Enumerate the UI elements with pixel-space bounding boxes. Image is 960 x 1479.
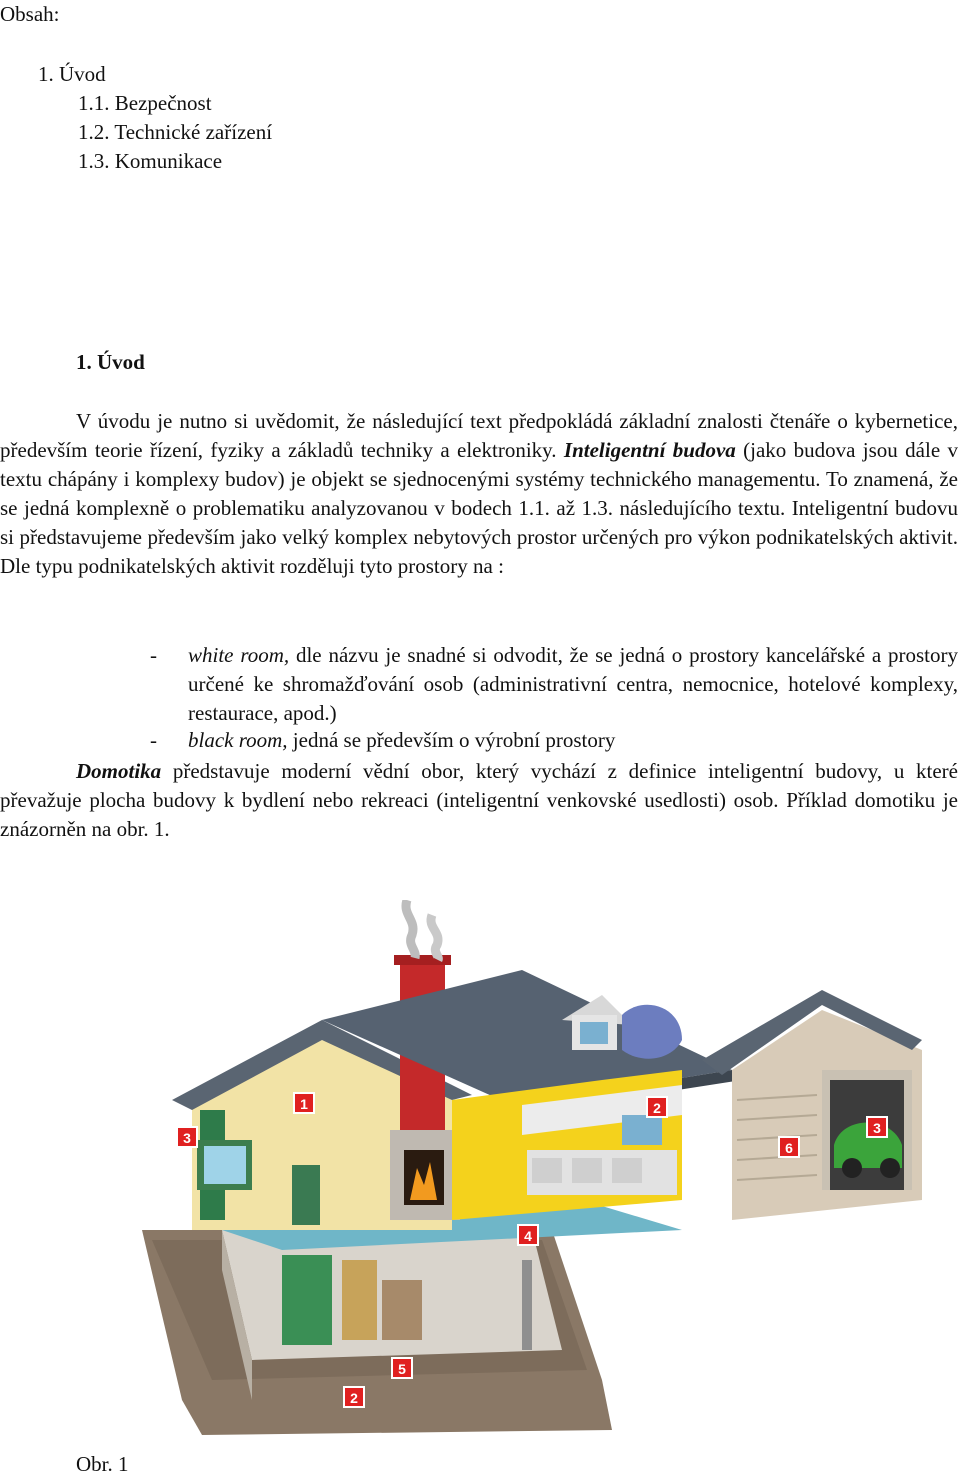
toc-item: 1.3. Komunikace xyxy=(78,149,223,173)
intro-text-continued: (jako budova jsou dále v textu chápány i komplexy budov) je objekt se sjednocenými systémy technického managementu. To znamená, že se jedná komplexně o problematiku analyzovanou v bodech 1.1. až 1.3. následujícího textu. Inteligentní budovu si představujeme především jako velký komplex nebytových prostor určených pro výkon podnikatelských aktivit. Dle typu podnikatelských aktivit rozděluji tyto prostory na : xyxy=(0,438,958,578)
garage xyxy=(702,990,922,1220)
marker xyxy=(779,1137,799,1157)
svg-text:2: 2 xyxy=(653,1100,661,1116)
marker xyxy=(344,1387,364,1407)
marker xyxy=(294,1093,314,1113)
figure-caption: Obr. 1 xyxy=(76,1452,129,1476)
svg-text:1: 1 xyxy=(300,1096,308,1112)
domotics-text: představuje moderní vědní obor, který vychází z definice inteligentní budovy, u které převažuje plocha budovy k bydlení nebo rekreaci (inteligentní venkovské usedlosti) osob. Příklad domotiku je znázorněn na obr. 1. xyxy=(0,759,958,841)
toc-title: Obsah: xyxy=(0,2,60,26)
marker xyxy=(392,1358,412,1378)
list-term: black room, xyxy=(188,728,288,752)
list-item xyxy=(0,641,958,728)
intro-paragraph xyxy=(0,407,958,581)
toc-item: 1.2. Technické zařízení xyxy=(78,120,273,144)
list-text: jedná se především o výrobní prostory xyxy=(287,728,616,752)
term-intelligent-building: Inteligentní budova xyxy=(563,438,736,462)
section-heading: 1. Úvod xyxy=(76,350,145,374)
list-dash: - xyxy=(150,643,157,667)
house-cutaway-illustration xyxy=(82,900,922,1440)
list-item xyxy=(150,728,616,753)
marker xyxy=(518,1225,538,1245)
list-term: white room, xyxy=(188,643,290,667)
domotics-paragraph xyxy=(0,757,958,844)
svg-text:6: 6 xyxy=(785,1140,793,1156)
svg-text:5: 5 xyxy=(398,1361,406,1377)
marker xyxy=(647,1097,667,1117)
svg-text:4: 4 xyxy=(524,1228,532,1244)
intro-text: V úvodu je nutno si uvědomit, že následující text předpokládá základní znalosti čtenáře o kybernetice, především teorie řízení, fyziky a základů techniky a elektroniky. xyxy=(0,409,958,462)
list-text: dle názvu je snadné si odvodit, že se jedná o prostory kancelářské a prostory určené ke shromažďování osob (administrativní centra, nemocnice, hotelové komplexy, restaurace, apod.) xyxy=(188,643,958,725)
svg-text:2: 2 xyxy=(350,1390,358,1406)
marker xyxy=(177,1127,197,1147)
marker xyxy=(867,1117,887,1137)
table-of-contents xyxy=(38,60,272,176)
svg-text:3: 3 xyxy=(183,1130,191,1146)
toc-item: 1.1. Bezpečnost xyxy=(78,91,212,115)
toc-item: 1. Úvod xyxy=(38,62,106,86)
list-dash: - xyxy=(150,728,157,752)
svg-text:3: 3 xyxy=(873,1120,881,1136)
term-domotics: Domotika xyxy=(76,759,162,783)
